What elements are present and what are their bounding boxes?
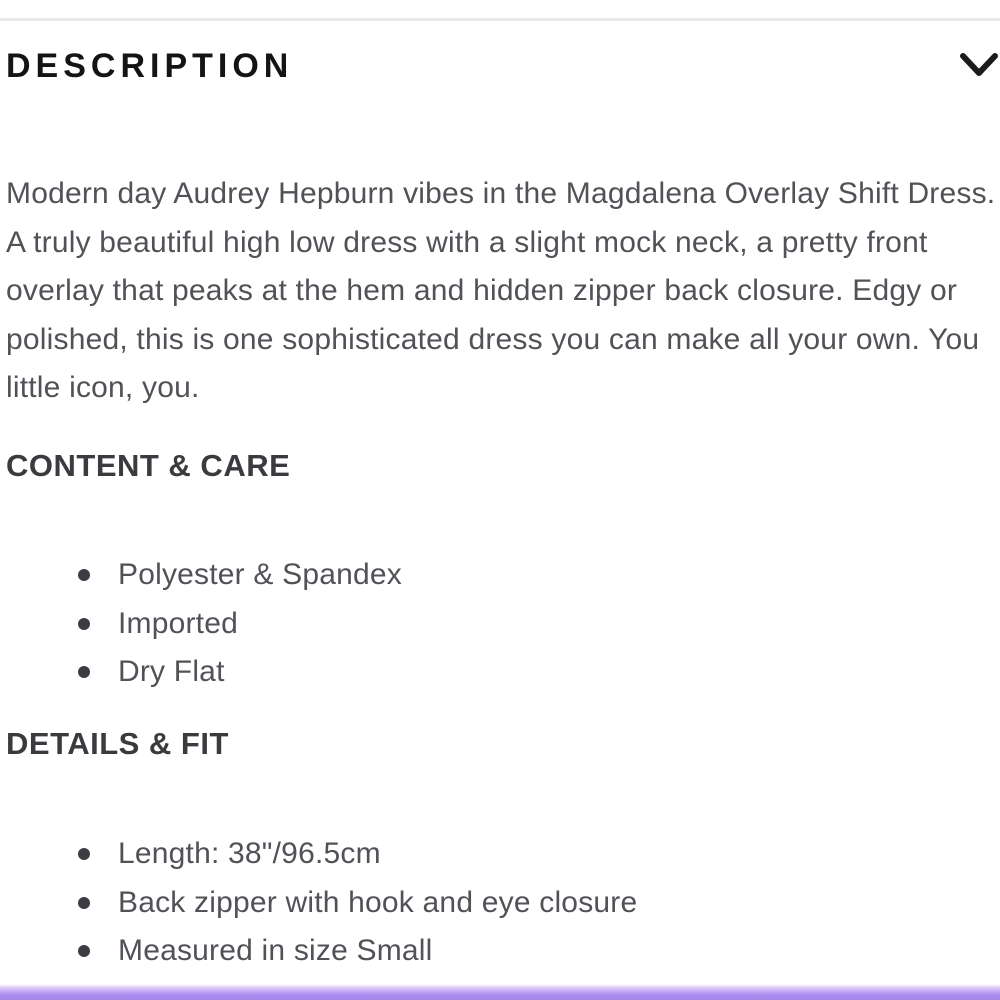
list-item: Imported xyxy=(0,600,1000,649)
description-accordion-header[interactable] xyxy=(0,40,1000,92)
list-item: Dry Flat xyxy=(0,648,1000,697)
list-item: Length: 38"/96.5cm xyxy=(0,830,1000,879)
section-heading-content-care: CONTENT & CARE xyxy=(6,448,291,483)
chevron-down-icon[interactable] xyxy=(960,49,998,84)
top-divider xyxy=(0,18,1000,21)
details-fit-list xyxy=(0,830,1000,976)
section-heading-details-fit: DETAILS & FIT xyxy=(6,726,229,761)
description-paragraph: Modern day Audrey Hepburn vibes in the Magdalena Overlay Shift Dress. A truly beautiful high low dress with a slight mock neck, a pretty front overlay that peaks at the hem and hidden zipper back closure. Edgy or polished, this is one sophisticated dress you can make all your own. You little icon, you. xyxy=(6,177,996,404)
description-section-title: DESCRIPTION xyxy=(6,47,294,85)
list-item: Polyester & Spandex xyxy=(0,551,1000,600)
list-item: Measured in size Small xyxy=(0,927,1000,976)
list-item: Back zipper with hook and eye closure xyxy=(0,879,1000,928)
bottom-accent-bar[interactable] xyxy=(0,984,1000,1000)
content-care-list xyxy=(0,551,1000,697)
